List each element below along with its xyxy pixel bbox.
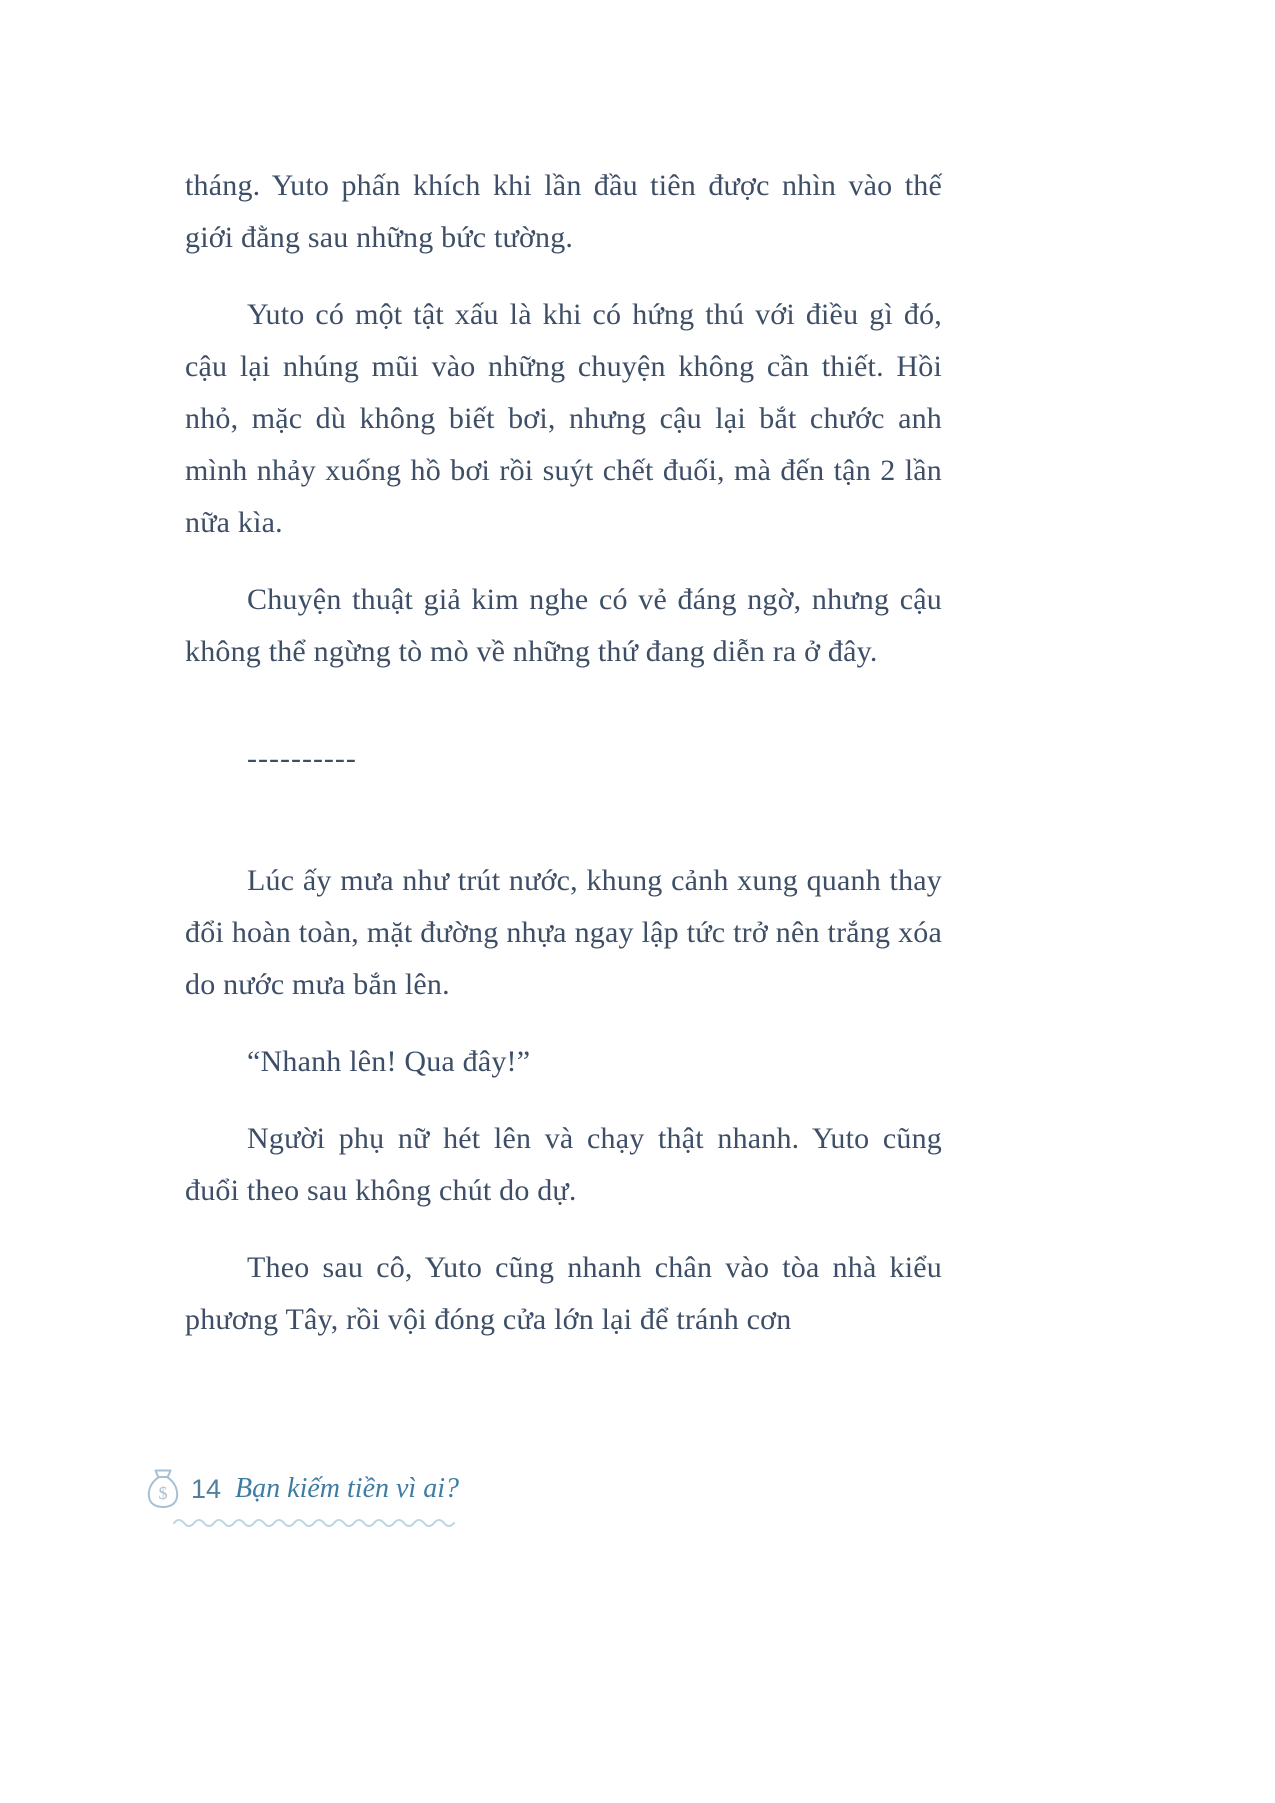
page-footer <box>145 1468 465 1528</box>
paragraph: Theo sau cô, Yuto cũng nhanh chân vào tòa nhà kiểu phương Tây, rồi vội đóng cửa lớn lại để tránh cơn <box>185 1251 942 1336</box>
book-title: Bạn kiếm tiền vì ai? <box>235 1473 459 1504</box>
paragraph: Lúc ấy mưa như trút nước, khung cảnh xung quanh thay đổi hoàn toàn, mặt đường nhựa ngay lập tức trở nên trắng xóa do nước mưa bắn lên. <box>185 864 942 1001</box>
section-separator: ---------- <box>247 742 357 775</box>
paragraph: Chuyện thuật giả kim nghe có vẻ đáng ngờ, nhưng cậu không thể ngừng tò mò về những thứ đang diễn ra ở đây. <box>185 583 942 668</box>
footer-row <box>145 1468 465 1510</box>
page-number: 14 <box>191 1473 222 1504</box>
paragraph: Người phụ nữ hét lên và chạy thật nhanh. Yuto cũng đuổi theo sau không chút do dự. <box>185 1122 942 1207</box>
paragraph: tháng. Yuto phấn khích khi lần đầu tiên được nhìn vào thế giới đằng sau những bức tường. <box>185 169 942 254</box>
paragraph: “Nhanh lên! Qua đây!” <box>247 1045 531 1078</box>
wavy-underline <box>173 1516 465 1528</box>
paragraph: Yuto có một tật xấu là khi có hứng thú với điều gì đó, cậu lại nhúng mũi vào những chuyện không cần thiết. Hồi nhỏ, mặc dù không biết bơi, nhưng cậu lại bắt chước anh mình nhảy xuống hồ bơi rồi suýt chết đuối, mà đến tận 2 lần nữa kìa. <box>185 298 942 539</box>
svg-text:$: $ <box>158 1483 168 1503</box>
page-text <box>185 160 942 1371</box>
money-bag-icon <box>145 1468 181 1510</box>
